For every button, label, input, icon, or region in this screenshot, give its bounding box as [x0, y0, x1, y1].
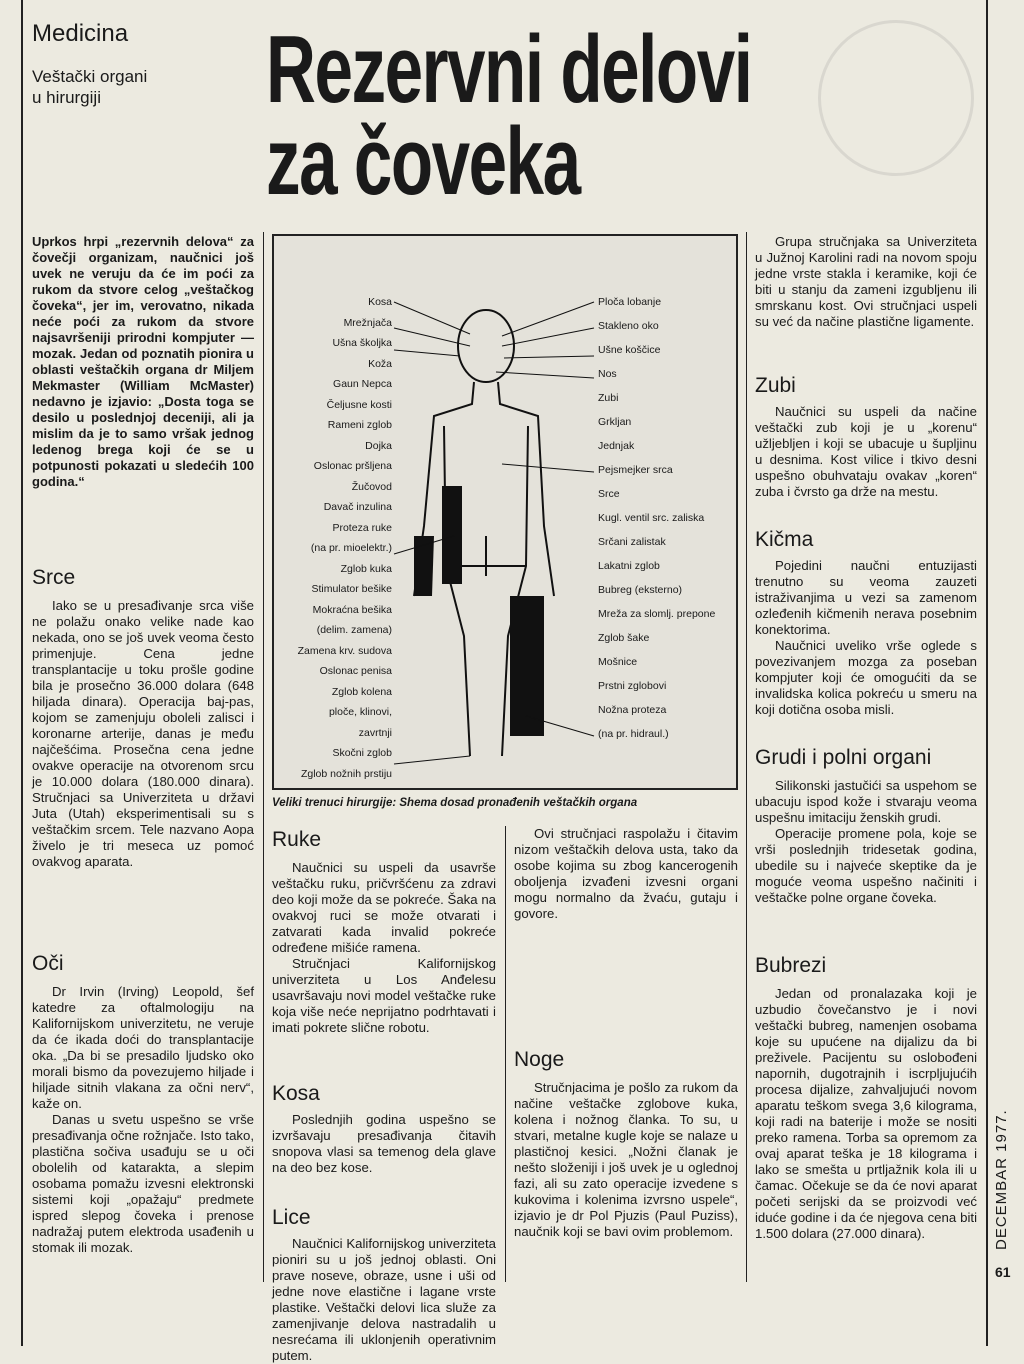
paragraph: Naučnici su uspeli da usavrše veštačku ruku, pričvršćenu za zdravi deo koji može da se pokreće. Šaka na ovakvoj ruci se može otvarati i zatvarati kada invalid pokreće određene mišiće ramena. [272, 860, 496, 955]
figure-left-label: (delim. zamena) [316, 624, 392, 636]
paragraph: Dr Irvin (Irving) Leopold, šef katedre za oftalmologiju na Kalifornijskom univerzitetu, ne veruje da će ikada doći do transplantacije oka. „Da bi se presadilo ljudsko oko morali bismo da povezujemo hiljade i hiljade sitnih vlakana za očni nerv“, kaže on. [32, 984, 254, 1111]
text-zubi [755, 404, 977, 500]
paragraph: Operacije promene pola, koje se vrši poslednjih tridesetak godina, ubedile su i najveće skeptike da je moguće veoma uspešno načiniti i veštačke polne organe čoveka. [755, 826, 977, 905]
figure-left-label: Čeljusne kosti [326, 398, 392, 411]
paragraph: Stručnjacima je pošlo za rukom da načine veštačke zglobove kuka, kolena i nožnog članka. To su, u stvari, metalne kugle koje se nalaze u plastičnoj kesici. „Nožni članak je nešto složeniji i još uvek je u oglednoj fazi, ali su zato operacije izvedene s kukovima i kolenima izvrsno uspele“, izjavio je dr Pol Pjuzis (Paul Puziss), naučnik koji se bavi ovim problemom. [514, 1080, 738, 1239]
section-title: Medicina [32, 20, 129, 47]
figure-right-label: Prstni zglobovi [598, 680, 667, 692]
figure-caption: Veliki trenuci hirurgije: Shema dosad pronađenih veštačkih organa [272, 797, 638, 809]
figure-left-label: Zglob nožnih prstiju [300, 767, 392, 780]
text-bubrezi [755, 986, 977, 1242]
paragraph: Naučnici Kalifornijskog univerziteta pioniri su u još jednoj oblasti. Oni prave noseve, obraze, usne i uši od jedne nove elastične i lagane vrste plastike. Veštački delovi lica služe za zamenjivanje delova nastradalih u nesrećama ili uklonjenih operativnim putem. [272, 1236, 496, 1363]
heading-kicma: Kičma [755, 528, 814, 551]
text-kosa [272, 1112, 496, 1176]
text-grupa [755, 234, 977, 330]
paragraph: Ovi stručnjaci raspolažu i čitavim nizom veštačkih delova usta, tako da osobe kojima su zbog kancerogenih oboljenja izvađeni izvesni organi mogu normalno da žvaću, gutaju i govore. [514, 826, 738, 921]
paragraph: Grupa stručnjaka sa Univerziteta u Južnoj Karolini radi na novom spoju jedne vrste stakla i keramike, koji će biti u stanju da zameni izgubljenu ili smrskanu kost. Ovi stručnjaci uspeli su već da načine plastične ligamente. [755, 234, 977, 329]
paragraph: Naučnici uveliko vrše oglede s povezivanjem mozga za poseban kompjuter koji će omogućiti da se invalidska kolica pokreću u smeru na koji dotična osoba misli. [755, 638, 977, 717]
text-lice [272, 1236, 496, 1363]
figure-left-label: Davač inzulina [323, 501, 392, 513]
text-kicma [755, 558, 977, 718]
heading-srce: Srce [32, 566, 76, 589]
decorative-emblem [818, 20, 974, 176]
figure-left-label: Kosa [368, 296, 392, 308]
right-margin-rule [986, 0, 988, 1346]
figure-right-label: Pejsmejker srca [598, 464, 673, 476]
paragraph: Jedan od pronalazaka koji je uzbudio čovečanstvo je i novi veštački bubreg, namenjen osobama koje su upućene na dijalizu da bi preživele. Pacijentu su oslobođeni napornih, dugotrajnih i iscrpljujućih procesa dijalize, zahvaljujući novom aparatu teškom svega 3,6 kilograma, koji radi na baterije i može se nositi preko ramena. Torba sa opremom za ovaj aparat teška je 18 kilograma i lako se smešta u prtljažnik kola ili u čamac. Očekuje se da će novi aparat početi serijski da se proizvodi već iduće godine i da će njegova cena biti 1.500 dolara (27.000 dinara). [755, 986, 977, 1241]
heading-kosa: Kosa [272, 1082, 320, 1105]
page-number: 61 [995, 1264, 1011, 1280]
paragraph: Naučnici su uspeli da načine veštački zub koji je u „korenu“ užljebljen i koji se ubacuje u šupljinu u desnima. Kost vilice i tkivo desni uspešno obuhvataju ovakav „koren“ zuba i čvrsto ga drže na mestu. [755, 404, 977, 499]
figure-left-label: Mrežnjača [343, 316, 392, 329]
figure-right-label: Bubreg (eksterno) [598, 584, 683, 596]
heading-zubi: Zubi [755, 374, 796, 397]
figure-left-label: Mokraćna bešika [312, 603, 392, 616]
figure-right-label: Ušne koščice [598, 344, 661, 356]
figure-right-label: Jednjak [598, 440, 635, 452]
figure-right-label: Nožna proteza [598, 704, 667, 716]
figure-right-label: Mreža za slomlj. prepone [598, 608, 716, 620]
figure-left-label: Rameni zglob [327, 419, 392, 431]
figure-right-label: Mošnice [598, 656, 638, 668]
issue-date: DECEMBAR 1977. [993, 1109, 1010, 1250]
text-grudi [755, 778, 977, 906]
figure-right-label: Srčani zalistak [598, 536, 666, 548]
figure-right-label: Lakatni zglob [598, 560, 660, 572]
heading-oci: Oči [32, 952, 64, 975]
headline-line-2: za čoveka [266, 108, 580, 215]
text-srce [32, 598, 254, 870]
column-rule-2 [505, 826, 506, 1282]
figure-left-label: Zamena krv. sudova [297, 644, 392, 657]
text-noge [514, 1080, 738, 1240]
figure-left-label: Oslonac penisa [319, 665, 392, 677]
figure-left-label: Proteza ruke [332, 521, 392, 534]
paragraph: Iako se u presađivanje srca više ne polažu onako velike nade kao nekada, ono se još uvek veoma često primenjuje. Cena jedne transplantacije u toku prošle godine bila je prosečno 36.000 dolara (648 hiljada dinara). Operacija baj-pas, kojom se zamenjuju oboleli zalisci i koronarne arterije, danas je među najčešćima. Prosečna cena jedne ovakve operacije na otvorenom srcu je 10.000 dolara (180.000 dinara). Stručnjaci sa Univerziteta u državi Juta (Utah) eksperimentisali su s veštačkim srcem. Tele nazvano Aopa živelo je tri meseca uz pomoć ovakvog aparata. [32, 598, 254, 869]
text-ruke [272, 860, 496, 1036]
figure-left-label: Gaun Nepca [333, 378, 392, 390]
headline-line-1: Rezervni delovi [266, 16, 752, 123]
figure-right-label: Kugl. ventil src. zaliska [598, 512, 705, 524]
figure-left-label: Ušna školjka [332, 337, 392, 349]
paragraph: Pojedini naučni entuzijasti trenutno su veoma zauzeti istraživanjima u vezi sa zamenom ozleđenih kičmenih nerava posebnim konektorima. [755, 558, 977, 637]
figure-left-label: Zglob kolena [331, 685, 392, 698]
figure-right-label: Ploča lobanje [598, 296, 662, 308]
figure-right-label: Stakleno oko [598, 320, 659, 332]
text-lice-cont [514, 826, 738, 922]
figure-left-label: zavrtnji [358, 726, 392, 739]
heading-bubrezi: Bubrezi [755, 954, 827, 977]
lead-paragraph: Uprkos hrpi „rezervnih delova“ za čovečji organizam, naučnici još uvek ne veruju da će im poći za rukom da stvore celog „veštačkog čoveka“, jer im, verovatno, nikada neće poći za rukom da stvore najsavršeniji prirodni kompjuter — mozak. Jedan od poznatih pionira u oblasti veštačkih organa dr Miljem Mekmaster (William McMaster) nedavno je izjavio: „Dosta toga se desilo u poslednjoj deceniji, ali ja mislim da je to samo vršak jednog ledenog brega koji će se u potpunosti pokazati u sledećih 100 godina.“ [32, 234, 254, 489]
figure-body-diagram [272, 234, 738, 790]
paragraph: Poslednjih godina uspešno se izvršavaju presađivanja čitavih snopova vlasi sa temenog dela glave na deo bez kose. [272, 1112, 496, 1175]
figure-left-label: Zglob kuka [340, 562, 392, 575]
column-rule-3 [746, 232, 747, 1282]
figure-left-label: Žučovod [351, 480, 392, 493]
figure-left-label: Koža [368, 357, 392, 370]
figure-right-label: Zubi [598, 392, 619, 404]
left-margin-rule [21, 0, 23, 1346]
paragraph: Silikonski jastučići sa uspehom se ubacuju ispod kože i stvaraju veoma uspešnu imitaciju ženskih grudi. [755, 778, 977, 825]
figure-left-label: Stimulator bešike [311, 583, 392, 595]
figure-left-label: Dojka [365, 439, 392, 452]
heading-grudi: Grudi i polni organi [755, 746, 932, 769]
figure-right-label: Srce [598, 488, 620, 500]
paragraph: Danas u svetu uspešno se vrše presađivanja očne rožnjače. Isto tako, plastična sočiva usađuju se u oči obolelih od katarakta, a slepim osobama pomažu izvesni elektronski sistemi koji „opažaju“ predmete ispred slepog čoveka i prenose nadražaj putem elektroda usađenih u stomak ili mozak. [32, 1112, 254, 1255]
column-rule-1 [263, 232, 264, 1282]
heading-ruke: Ruke [272, 828, 322, 851]
figure-right-label: Zglob šake [598, 632, 650, 644]
text-oci [32, 984, 254, 1256]
figure-right-label: (na pr. hidraul.) [598, 728, 669, 740]
figure-right-label: Grkljan [598, 416, 632, 428]
figure-left-label: Skočni zglob [332, 747, 392, 759]
figure-right-label: Nos [598, 368, 617, 380]
paragraph: Stručnjaci Kalifornijskog univerziteta u Los Anđelesu usavršavaju novi model veštačke ruke koja više neće nepriјatno podrhtavati i imati pokrete slične robotu. [272, 956, 496, 1035]
figure-left-label: (na pr. mioelektr.) [310, 542, 392, 554]
heading-noge: Noge [514, 1048, 565, 1071]
section-subtitle-1: Veštački organi [32, 67, 148, 86]
figure-left-label: Oslonac pršljena [313, 460, 392, 472]
section-subtitle-2: u hirurgiji [32, 88, 101, 107]
heading-lice: Lice [272, 1206, 311, 1229]
figure-left-label: ploče, klinovi, [328, 706, 392, 718]
